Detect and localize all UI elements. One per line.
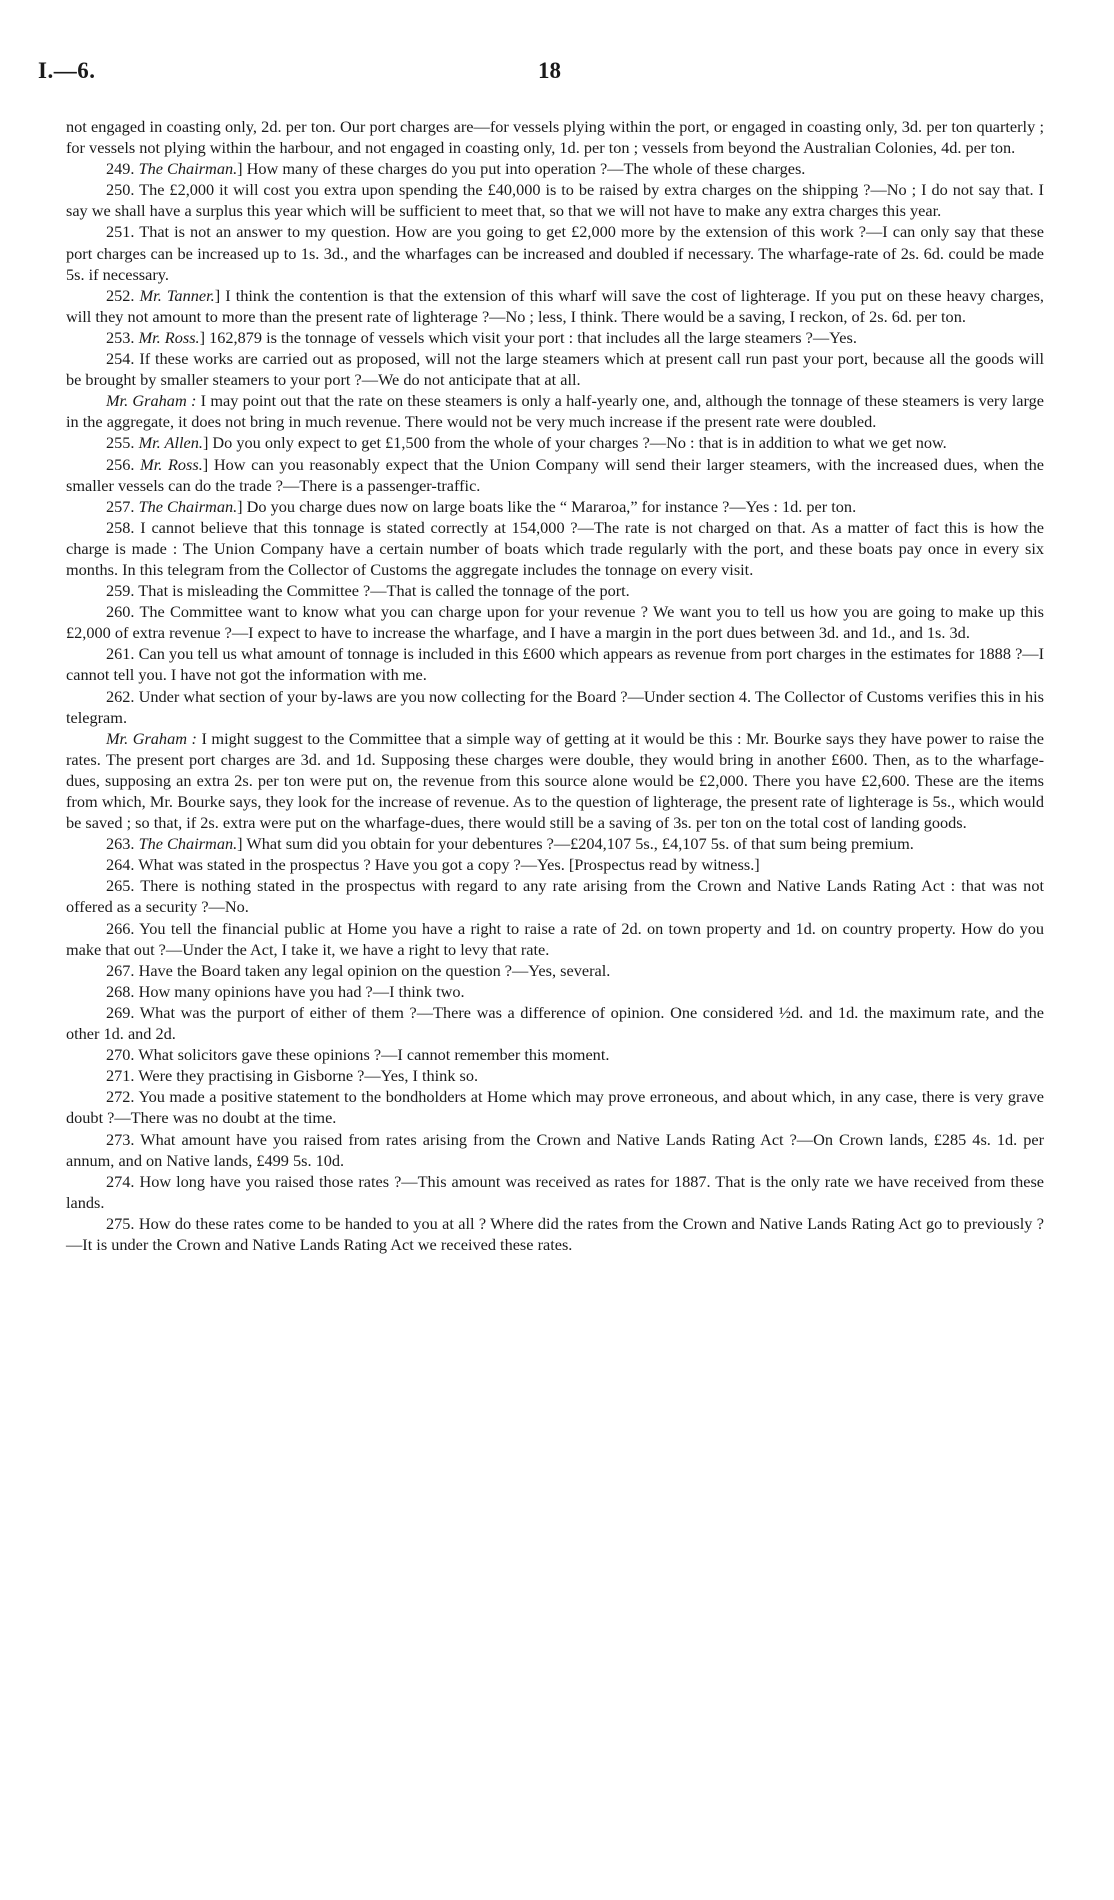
question-number: 274.: [106, 1171, 140, 1191]
paragraph-text: ] Do you charge dues now on large boats like the “ Mararoa,” for instance ?—Yes : 1d. per ton.: [237, 496, 857, 516]
question-number: 259.: [106, 581, 139, 601]
paragraph: [66, 1086, 1044, 1128]
question-number: 268.: [106, 981, 139, 1001]
question-number: 264.: [106, 855, 139, 875]
paragraph-text: That is misleading the Committee ?—That is called the tonnage of the port.: [138, 581, 630, 601]
speaker-name: Mr. Tanner.: [139, 285, 215, 305]
paragraph-text: Under what section of your by-laws are you now collecting for the Board ?—Under section 4. The Collector of Customs verifies this in his telegram.: [66, 686, 1045, 727]
paragraph: [66, 854, 1044, 875]
question-number: 250.: [106, 180, 140, 200]
paragraph: [66, 432, 1044, 453]
speaker-name: Mr. Graham :: [106, 728, 197, 748]
paragraph-text: Can you tell us what amount of tonnage is included in this £600 which appears as revenue from port charges in the estimates for 1888 ?—I cannot tell you. I have not got the information with me.: [66, 644, 1044, 685]
paragraph-text: Were they practising in Gisborne ?—Yes, I think so.: [138, 1066, 479, 1086]
paragraph: [66, 728, 1044, 833]
paragraph-text: There is nothing stated in the prospectus with regard to any rate arising from the Crown and Native Lands Rating Act : that was not offered as a security ?—No.: [66, 876, 1044, 917]
question-number: 258.: [106, 517, 141, 537]
speaker-name: The Chairman.: [138, 834, 238, 854]
page-number: 18: [538, 58, 561, 83]
paragraph: [66, 327, 1044, 348]
paragraph: [66, 643, 1044, 685]
paragraph-text: ] Do you only expect to get £1,500 from the whole of your charges ?—No : that is in addition to what we get now.: [202, 433, 947, 453]
paragraph-text: How do these rates come to be handed to you at all ? Where did the rates from the Crown and Native Lands Rating Act go to previously ?—It is under the Crown and Native Lands Rating Act we received these rates.: [66, 1213, 1045, 1254]
question-number: 257.: [106, 496, 139, 516]
paragraph: [66, 960, 1044, 981]
paragraph-text: not engaged in coasting only, 2d. per ton. Our port charges are—for vessels plying within the port, or engaged in coasting only, 3d. per ton quarterly ; for vessels not plying within the harbour, and not engaged in coasting only, 1d. per ton ; vessels from beyond the Australian Colonies, 4d. per ton.: [66, 117, 1044, 158]
paragraph: [66, 1044, 1044, 1065]
paragraph: [66, 454, 1044, 496]
question-number: 255.: [106, 433, 139, 453]
paragraph-text: You made a positive statement to the bondholders at Home which may prove erroneous, and about which, in any case, there is very grave doubt ?—There was no doubt at the time.: [66, 1087, 1044, 1128]
question-number: 254.: [106, 349, 140, 369]
paragraph-text: ] 162,879 is the tonnage of vessels which visit your port : that includes all the large steamers ?—Yes.: [199, 327, 857, 347]
question-number: 267.: [106, 960, 139, 980]
paragraph-text: What amount have you raised from rates arising from the Crown and Native Lands Rating Act ?—On Crown lands, £285 4s. 1d. per annum, and on Native lands, £499 5s. 10d.: [66, 1129, 1044, 1170]
question-number: 265.: [106, 876, 141, 896]
paragraph-text: ] How many of these charges do you put into operation ?—The whole of these charges.: [237, 159, 806, 179]
speaker-name: Mr. Ross.: [138, 327, 200, 347]
paragraph: [66, 601, 1044, 643]
paragraph: [66, 918, 1044, 960]
question-number: 266.: [106, 918, 140, 938]
paragraph-text: ] What sum did you obtain for your debentures ?—£204,107 5s., £4,107 5s. of that sum being premium.: [237, 834, 914, 854]
question-number: 251.: [106, 222, 140, 242]
paragraph: [66, 158, 1044, 179]
question-number: 262.: [106, 686, 139, 706]
paragraph: [66, 875, 1044, 917]
paragraph: [66, 179, 1044, 221]
speaker-name: The Chairman.: [138, 496, 238, 516]
paragraph-text: ] I think the contention is that the extension of this wharf will save the cost of lighterage. If you put on these heavy charges, will they not amount to more than the present rate of lighterage ?—No ; less, I think. There would be a saving, I reckon, of 2s. 6d. per ton.: [66, 285, 1045, 326]
paragraph-text: If these works are carried out as proposed, will not the large steamers which at present call run past your port, because all the goods will be brought by smaller steamers to your port ?—We do not anticipate that at all.: [66, 349, 1045, 390]
question-number: 270.: [106, 1045, 139, 1065]
paragraph: [66, 1065, 1044, 1086]
paragraph: [66, 1213, 1044, 1255]
question-number: 269.: [106, 1002, 140, 1022]
paragraph: [66, 1002, 1044, 1044]
paragraph-text: ] How can you reasonably expect that the Union Company will send their larger steamers, with the increased dues, when the smaller vessels can do the trade ?—There is a passenger-traffic.: [66, 454, 1045, 495]
paragraph: [66, 833, 1044, 854]
question-number: 253.: [106, 327, 139, 347]
document-reference: I.—6.: [38, 58, 96, 83]
question-number: 273.: [106, 1129, 141, 1149]
paragraph: [66, 1171, 1044, 1213]
question-number: 275.: [106, 1213, 139, 1233]
paragraph: [66, 517, 1044, 580]
paragraph-text: The Committee want to know what you can charge upon for your revenue ? We want you to tell us how you are going to make up this £2,000 of extra revenue ?—I expect to have to increase the wharfage, and I have a margin in the port dues between 3d. and 1d., and 1s. 3d.: [66, 602, 1044, 643]
question-number: 249.: [106, 159, 139, 179]
paragraph-text: What was stated in the prospectus ? Have you got a copy ?—Yes. [Prospectus read by witness.]: [138, 855, 760, 875]
paragraph-text: I cannot believe that this tonnage is stated correctly at 154,000 ?—The rate is not charged on that. As a matter of fact this is how the charge is made : The Union Company have a certain number of boats which trade regularly with the port, and these boats pay once in every six months. In this telegram from the Collector of Customs the aggregate includes the tonnage on every visit.: [66, 517, 1045, 579]
paragraph-text: I might suggest to the Committee that a simple way of getting at it would be this : Mr. Bourke says they have power to raise the rates. The present port charges are 3d. and 1d. Supposing these charges were double, they would bring in another £600. Then, as to the wharfage-dues, supposing an extra 2s. per ton were put on, the revenue from this source alone would be £2,000. There you have £2,600. These are the items from which, Mr. Bourke says, they look for the increase of revenue. As to the question of lighterage, the present rate of lighterage is 5s., which would be saved ; so that, if 2s. extra were put on the wharfage-dues, there would still be a saving of 3s. per ton on the total cost of landing goods.: [66, 728, 1045, 833]
paragraph-text: How long have you raised those rates ?—This amount was received as rates for 1887. That is the only rate we have received from these lands.: [66, 1171, 1045, 1212]
question-number: 260.: [106, 602, 140, 622]
paragraph: [66, 686, 1044, 728]
paragraph-text: I may point out that the rate on these steamers is only a half-yearly one, and, although the tonnage of these steamers is very large in the aggregate, it does not bring in much revenue. There would not be very much increase if the present rate were doubled.: [66, 391, 1045, 432]
paragraph-text: That is not an answer to my question. How are you going to get £2,000 more by the extension of this work ?—I can only say that these port charges can be increased up to 1s. 3d., and the wharfages can be increased and doubled if necessary. The wharfage-rate of 2s. 6d. could be made 5s. if necessary.: [66, 222, 1044, 284]
paragraph-text: What was the purport of either of them ?—There was a difference of opinion. One considered ½d. and 1d. the maximum rate, and the other 1d. and 2d.: [66, 1002, 1044, 1044]
paragraph: [66, 348, 1044, 390]
paragraph: [66, 1129, 1044, 1171]
paragraph: [66, 116, 1044, 158]
evidence-text: [66, 116, 1044, 1255]
paragraph: [66, 221, 1044, 284]
paragraph-text: The £2,000 it will cost you extra upon spending the £40,000 is to be raised by extra charges on the shipping ?—No ; I do not say that. I say we shall have a surplus this year which will be sufficient to meet that, so that we will not have to make any extra charges this year.: [66, 180, 1044, 221]
paragraph-text: What solicitors gave these opinions ?—I cannot remember this moment.: [138, 1045, 610, 1065]
paragraph-text: You tell the financial public at Home you have a right to raise a rate of 2d. on town property and 1d. on country property. How do you make that out ?—Under the Act, I take it, we have a right to levy that rate.: [66, 918, 1044, 959]
paragraph: [66, 390, 1044, 432]
page-header: [38, 58, 1068, 92]
question-number: 272.: [106, 1087, 139, 1107]
speaker-name: The Chairman.: [138, 159, 238, 179]
question-number: 263.: [106, 834, 139, 854]
paragraph-text: Have the Board taken any legal opinion on the question ?—Yes, several.: [138, 960, 611, 980]
question-number: 271.: [106, 1066, 139, 1086]
paragraph: [66, 981, 1044, 1002]
paragraph: [66, 285, 1044, 327]
speaker-name: Mr. Allen.: [138, 433, 203, 453]
paragraph: [66, 496, 1044, 517]
speaker-name: Mr. Graham :: [106, 391, 197, 411]
paragraph: [66, 580, 1044, 601]
question-number: 256.: [106, 454, 141, 474]
paragraph-text: How many opinions have you had ?—I think two.: [138, 981, 465, 1001]
speaker-name: Mr. Ross.: [140, 454, 203, 474]
question-number: 252.: [106, 285, 140, 305]
question-number: 261.: [106, 644, 139, 664]
